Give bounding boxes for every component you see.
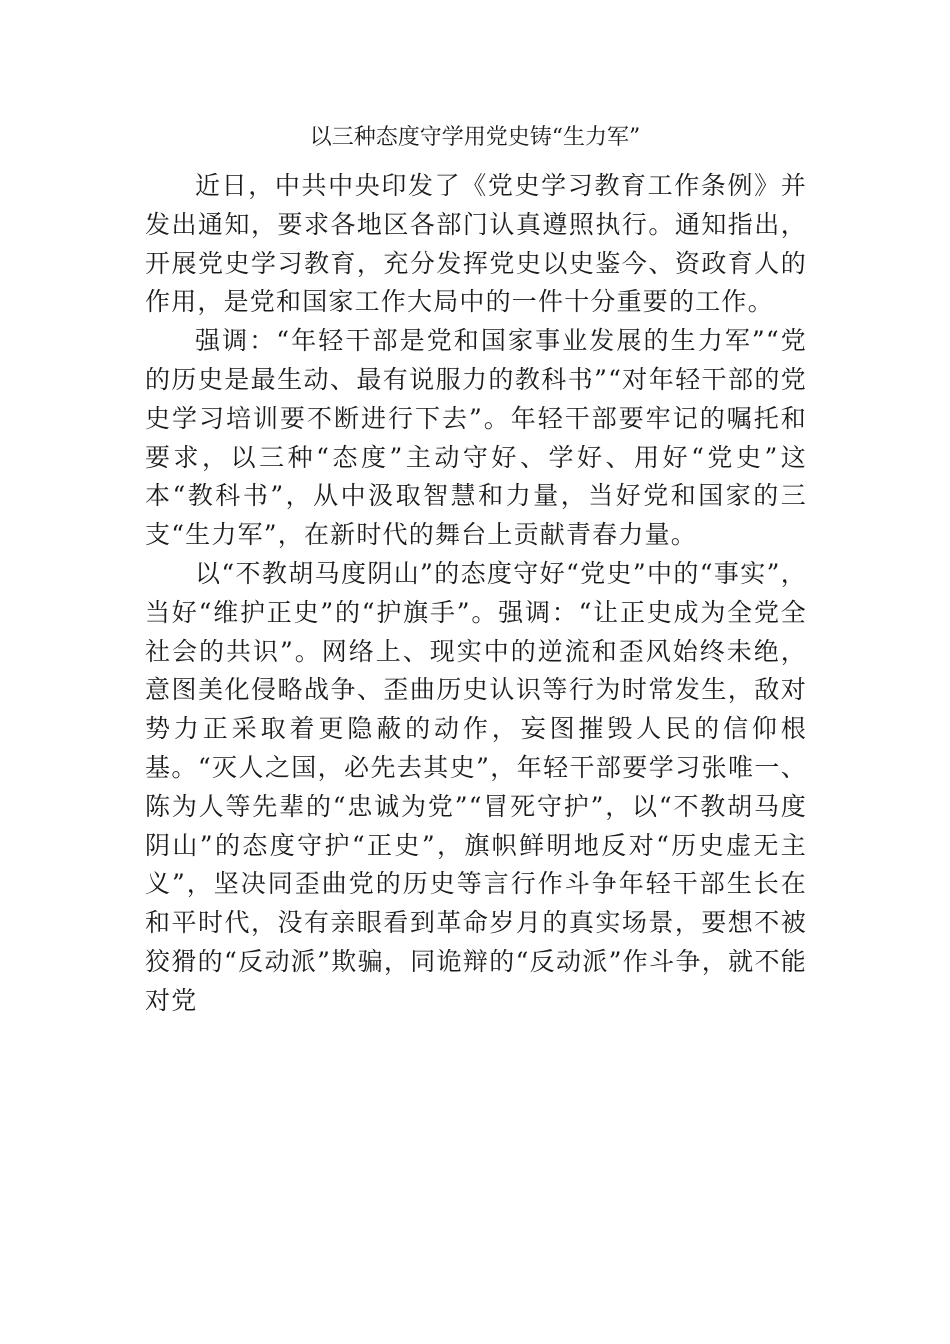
paragraph-1: 近日，中共中央印发了《党史学习教育工作条例》并发出通知，要求各地区各部门认真遵照执行。通知指出，开展党史学习教育，充分发挥党史以史鉴今、资政育人的作用，是党和国家工作大局中的一件十分重要的工作。 (145, 171, 807, 317)
paragraph-3: 以“不教胡马度阴山”的态度守好“党史”中的“事实”，当好“维护正史”的“护旗手”。强调：“让正史成为全党全社会的共识”。网络上、现实中的逆流和歪风始终未绝，意图美化侵略战争、歪曲历史认识等行为时常发生，敌对势力正采取着更隐蔽的动作，妄图摧毁人民的信仰根基。“灭人之国，必先去其史”，年轻干部要学习张唯一、陈为人等先辈的“忠诚为党”“冒死守护”，以“不教胡马度阴山”的态度守护“正史”，旗帜鲜明地反对“历史虚无主义”，坚决同歪曲党的历史等言行作斗争年轻干部生长在和平时代，没有亲眼看到革命岁月的真实场景，要想不被狡猾的“反动派”欺骗，同诡辩的“反动派”作斗争，就不能对党 (145, 558, 807, 1015)
document-title: 以三种态度守学用党史铸“生力军” (309, 125, 641, 150)
document-body (145, 167, 807, 1021)
paragraph-2: 强调：“年轻干部是党和国家事业发展的生力军”“党的历史是最生动、最有说服力的教科书”“对年轻干部的党史学习培训要不断进行下去”。年轻干部要牢记的嘱托和要求，以三种“态度”主动守好、学好、用好“党史”这本“教科书”，从中汲取智慧和力量，当好党和国家的三支“生力军”，在新时代的舞台上贡献青春力量。 (145, 326, 807, 550)
